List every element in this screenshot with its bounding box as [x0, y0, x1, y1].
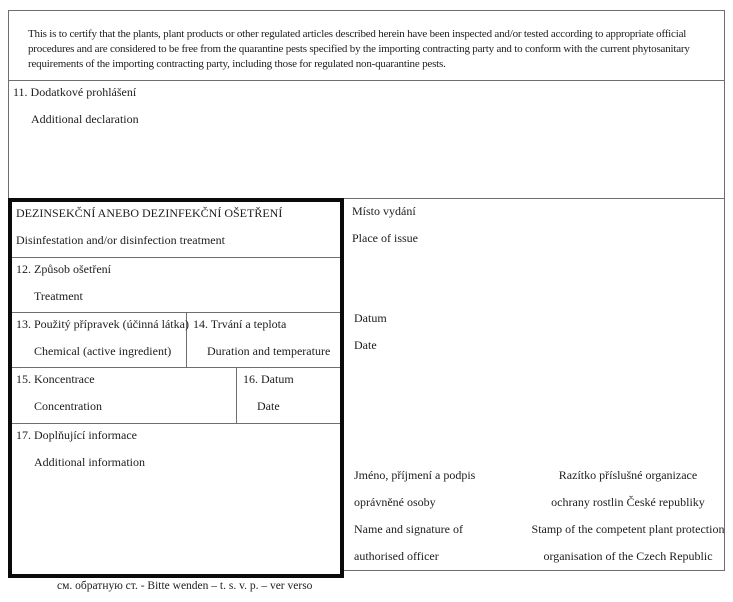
certification-statement-text: This is to certify that the plants, plant products or other regulated articles described herein have been inspected and/or tested according to appropriate official procedures and are considered to be free from the quarantine pests specified by the importing contracting party and to conform with the current phytosanitary requirements of the importing contracting party, including those for regulated non-quarantine pests. — [28, 28, 690, 70]
treatment-box — [8, 198, 344, 578]
field-17-additional-information — [12, 424, 340, 574]
date-label-cs: Datum — [354, 311, 387, 325]
place-of-issue-label-cs: Místo vydání — [352, 204, 416, 218]
signature-label-line4: authorised officer — [354, 549, 439, 563]
field-11-additional-declaration — [8, 80, 725, 199]
stamp-label-line1: Razítko příslušné organizace — [558, 468, 698, 482]
field-15-label-cs: 15. Koncentrace — [16, 372, 95, 386]
field-11-label-en: Additional declaration — [31, 112, 139, 126]
field-13-chemical — [12, 313, 187, 367]
signature-label-line3: Name and signature of — [354, 522, 463, 536]
field-12-treatment — [12, 258, 340, 313]
signature-label-line2: oprávněné osoby — [354, 495, 436, 509]
place-of-issue-field — [352, 205, 418, 259]
stamp-label-line4: organisation of the Czech Republic — [543, 549, 713, 563]
field-16-label-en: Date — [257, 399, 280, 413]
field-17-label-cs: 17. Doplňující informace — [16, 428, 137, 442]
field-15-concentration — [12, 368, 237, 423]
field-12-label-en: Treatment — [34, 289, 83, 303]
place-of-issue-label-en: Place of issue — [352, 231, 418, 245]
stamp-label-line3: Stamp of the competent plant protection — [531, 522, 725, 536]
fields-13-14-row — [12, 313, 340, 368]
treatment-header — [12, 202, 340, 258]
treatment-header-cs: DEZINSEKČNÍ ANEBO DEZINFEKČNÍ OŠETŘENÍ — [16, 206, 283, 220]
field-13-label-en: Chemical (active ingredient) — [34, 344, 172, 358]
fields-15-16-row — [12, 368, 340, 424]
treatment-header-en: Disinfestation and/or disinfection treatment — [16, 233, 225, 247]
field-17-label-en: Additional information — [34, 455, 145, 469]
field-14-duration-temperature — [187, 313, 340, 367]
turn-over-note: см. обратную ст. - Bitte wenden – t. s. v. p. – ver verso — [57, 580, 313, 592]
signature-label-line1: Jméno, příjmení a podpis — [354, 468, 476, 482]
certification-statement-box — [8, 10, 725, 81]
field-14-label-cs: 14. Trvání a teplota — [193, 317, 287, 331]
field-15-label-en: Concentration — [34, 399, 102, 413]
signature-field — [354, 469, 475, 577]
field-16-date — [237, 368, 340, 423]
field-12-label-cs: 12. Způsob ošetření — [16, 262, 111, 276]
date-field — [354, 312, 387, 366]
field-11-label-cs: 11. Dodatkové prohlášení — [13, 85, 137, 99]
stamp-label-line2: ochrany rostlin České republiky — [551, 495, 705, 509]
field-13-label-cs: 13. Použitý přípravek (účinná látka) — [16, 317, 189, 331]
field-14-label-en: Duration and temperature — [207, 344, 331, 358]
stamp-field — [528, 469, 728, 577]
date-label-en: Date — [354, 338, 377, 352]
field-16-label-cs: 16. Datum — [243, 372, 294, 386]
issue-signature-column — [343, 198, 725, 571]
